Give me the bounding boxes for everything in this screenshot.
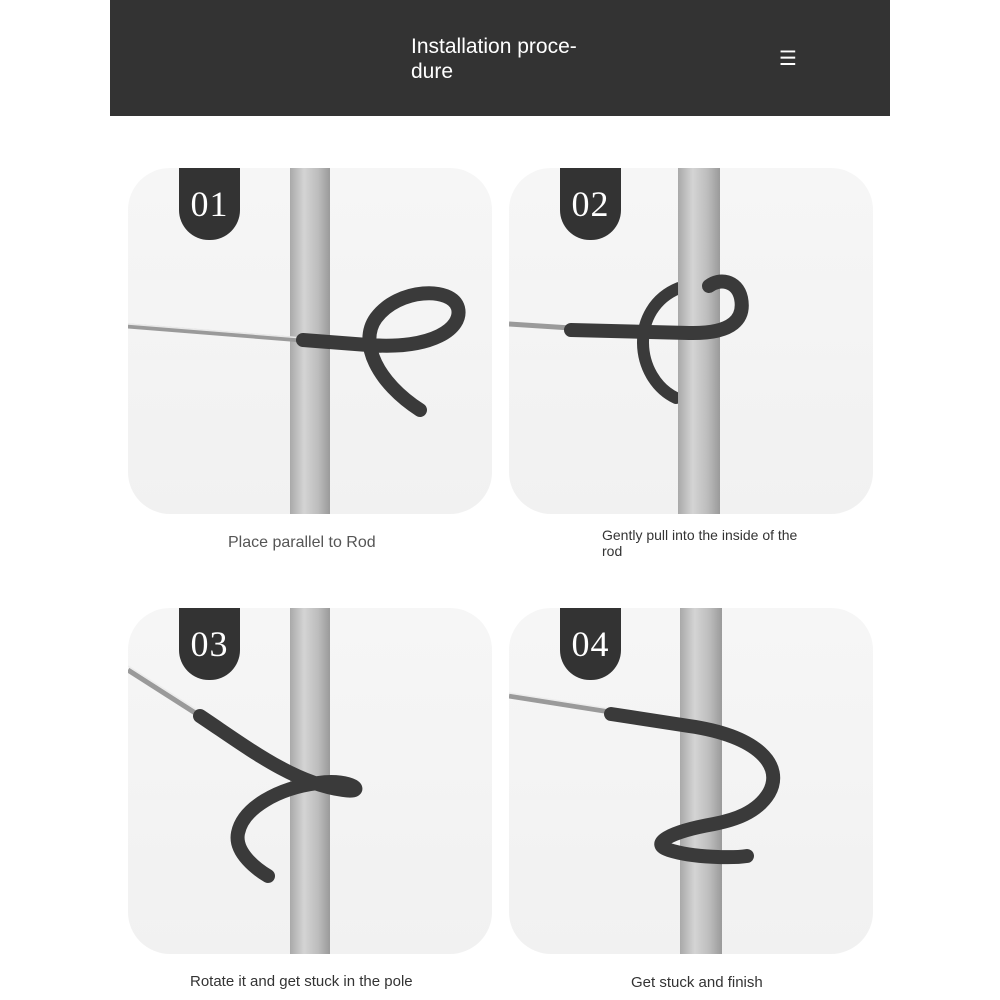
rod	[128, 326, 303, 340]
step-number-badge: 02	[560, 168, 621, 240]
header-bar	[110, 0, 890, 116]
step-card-4	[509, 608, 873, 954]
pole	[678, 168, 720, 514]
step-2-caption: Gently pull into the inside of the rod	[602, 527, 798, 559]
step-card-2	[509, 168, 873, 514]
pole	[680, 608, 722, 954]
menu-icon[interactable]: ☰	[779, 46, 797, 70]
step-3-caption: Rotate it and get stuck in the pole	[190, 973, 413, 990]
step-card-1	[128, 168, 492, 514]
rod	[128, 670, 200, 716]
hook	[200, 716, 355, 876]
rod	[509, 696, 611, 712]
step-number-badge: 03	[179, 608, 240, 680]
rod	[509, 324, 571, 328]
page-title: Installation proce- dure	[411, 35, 577, 83]
step-number-badge: 01	[179, 168, 240, 240]
step-card-3	[128, 608, 492, 954]
step-number-badge: 04	[560, 608, 621, 680]
step-4-caption: Get stuck and finish	[631, 974, 763, 991]
step-1-caption: Place parallel to Rod	[228, 534, 376, 551]
